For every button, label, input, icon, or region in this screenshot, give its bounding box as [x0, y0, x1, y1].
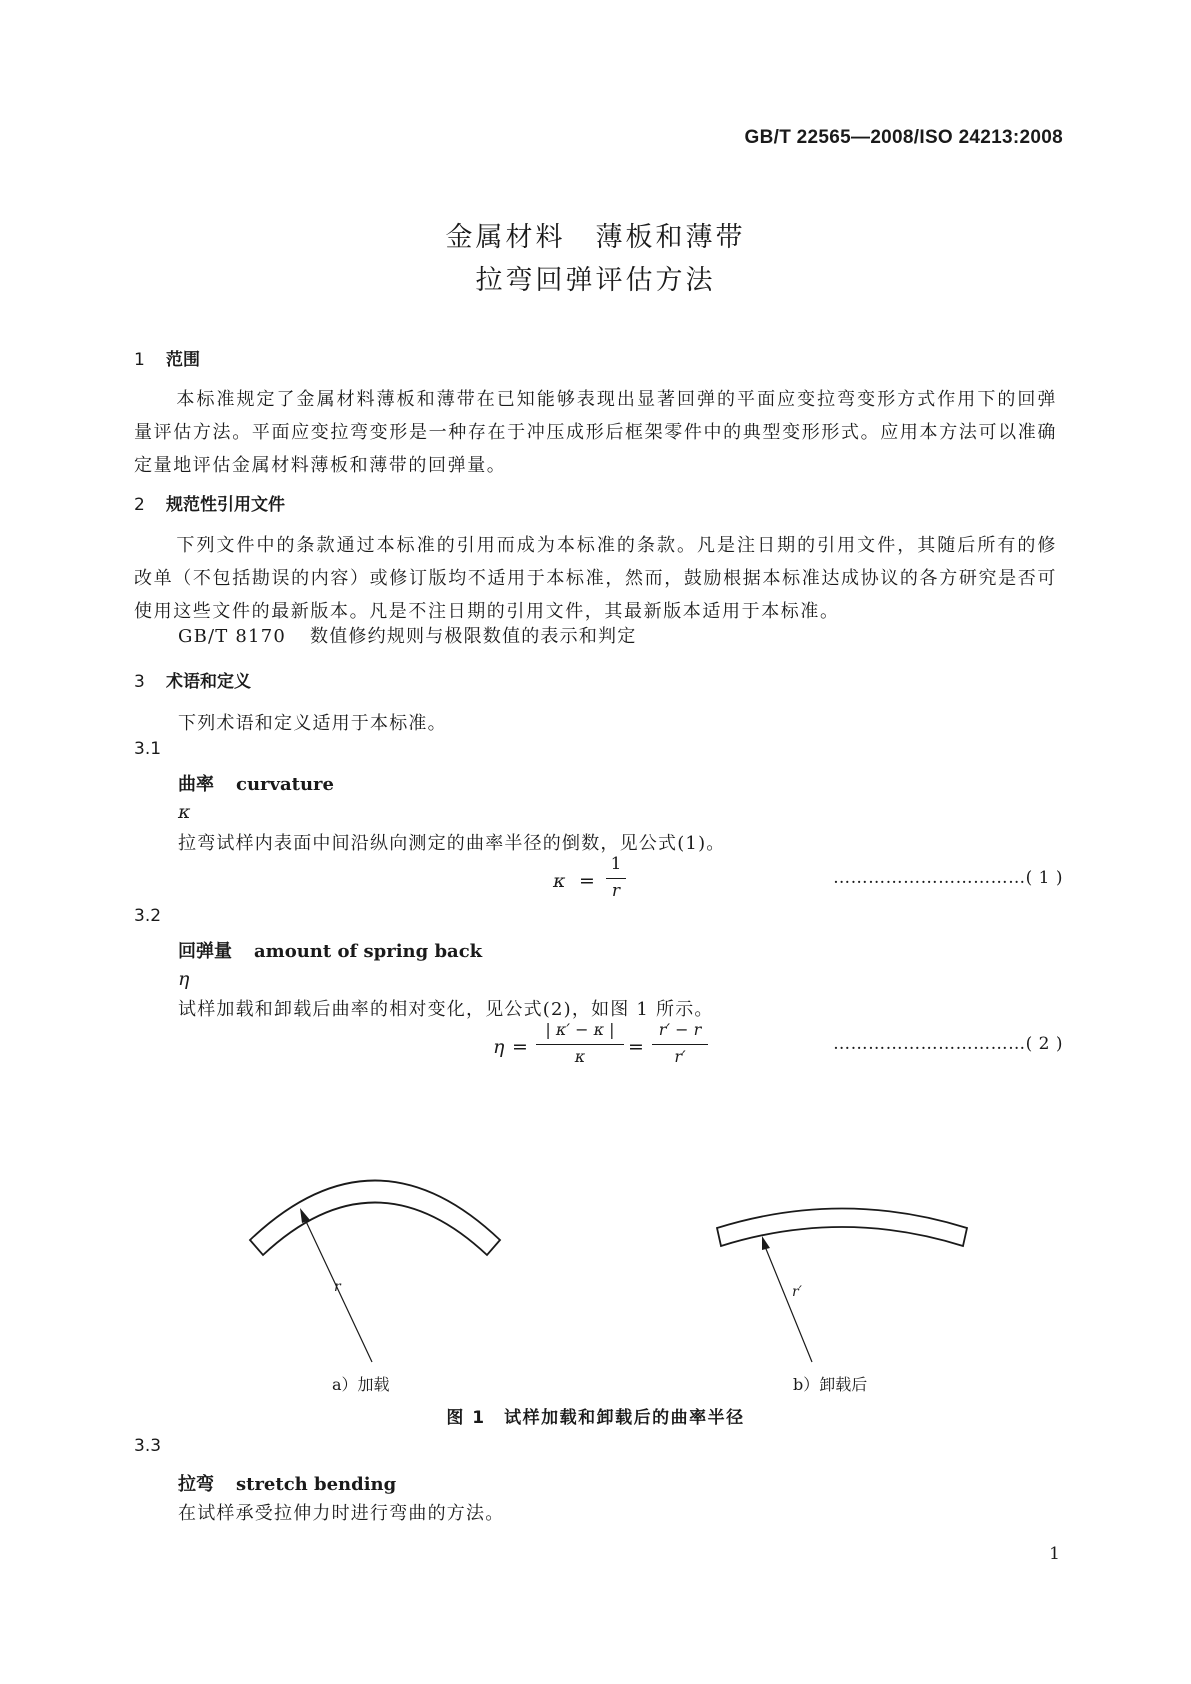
term-en: amount of spring back [254, 941, 483, 962]
term-symbol-kappa: κ [178, 801, 191, 823]
radius-label-r: r [334, 1279, 341, 1295]
equals-sign: = [512, 1036, 528, 1058]
title-line-1: 金属材料 薄板和薄带 [445, 222, 746, 253]
equation-number-2: ……………………………( 2 ) [833, 1034, 1063, 1054]
term-definition: 试样加载和卸载后曲率的相对变化，见公式(2)，如图 1 所示。 [178, 999, 714, 1020]
section-title: 规范性引用文件 [166, 495, 285, 515]
figure-title: 图 1 试样加载和卸载后的曲率半径 [446, 1408, 745, 1428]
standard-code: GB/T 22565—2008/ISO 24213:2008 [744, 127, 1063, 148]
radius-label-r-prime: r′ [792, 1284, 802, 1300]
equals-sign: = [628, 1036, 644, 1058]
term-definition: 拉弯试样内表面中间沿纵向测定的曲率半径的倒数，见公式(1)。 [178, 833, 726, 854]
formula-2-denominator-1: κ [574, 1047, 586, 1066]
reference-code: GB/T 8170 [178, 626, 287, 647]
term-stretch-bending [178, 1470, 396, 1496]
term-definition: 在试样承受拉伸力时进行弯曲的方法。 [178, 1503, 505, 1524]
radius-arrowhead [762, 1236, 770, 1250]
section-number: 2 [134, 495, 145, 515]
clause-3-3: 3.3 [134, 1436, 162, 1456]
section-title: 范围 [166, 350, 200, 370]
formula-1-lhs: κ [553, 870, 566, 892]
paragraph-text: 下列文件中的条款通过本标准的引用而成为本标准的条款。凡是注日期的引用文件，其随后所有的修改单（不包括勘误的内容）或修订版均不适用于本标准，然而，鼓励根据本标准达成协议的各方研究是否可使用这些文件的最新版本。凡是不注日期的引用文件，其最新版本适用于本标准。 [134, 535, 1057, 622]
section-number: 1 [134, 350, 145, 370]
section-3-intro: 下列术语和定义适用于本标准。 [178, 713, 447, 734]
page-number: 1 [1049, 1544, 1060, 1564]
formula-2-numerator-2: r′ − r [658, 1020, 702, 1039]
figure-caption-a: a）加载 [332, 1375, 390, 1394]
equals-sign: = [579, 870, 595, 892]
formula-2-lhs: η [493, 1036, 505, 1058]
formula-2-numerator-1: | κ′ − κ | [545, 1020, 615, 1039]
term-zh: 拉弯 [178, 1474, 214, 1495]
reference-title: 数值修约规则与极限数值的表示和判定 [310, 626, 637, 647]
figure-caption-b: b）卸载后 [793, 1375, 868, 1394]
term-zh: 曲率 [178, 774, 214, 795]
equation-number-1: ……………………………( 1 ) [833, 868, 1063, 888]
clause-3-1: 3.1 [134, 739, 162, 759]
term-zh: 回弹量 [178, 941, 232, 962]
title-line-2: 拉弯回弹评估方法 [475, 265, 716, 296]
term-en: curvature [236, 774, 334, 795]
formula-2-denominator-2: r′ [674, 1047, 686, 1066]
section-title: 术语和定义 [166, 672, 251, 692]
formula-1-numerator: 1 [610, 854, 622, 874]
paragraph-text: 本标准规定了金属材料薄板和薄带在已知能够表现出显著回弹的平面应变拉弯变形方式作用下的回弹量评估方法。平面应变拉弯变形是一种存在于冲压成形后框架零件中的典型变形形式。应用本方法可以准确定量地评估金属材料薄板和薄带的回弹量。 [134, 389, 1057, 476]
loaded-strip-shape [250, 1181, 500, 1256]
unloaded-strip-shape [717, 1209, 967, 1247]
term-symbol-eta: η [178, 968, 190, 990]
section-number: 3 [134, 672, 145, 692]
formula-1-denominator: r [611, 881, 621, 901]
clause-3-2: 3.2 [134, 906, 162, 926]
radius-arrow-line [764, 1244, 812, 1362]
term-en: stretch bending [236, 1474, 397, 1495]
